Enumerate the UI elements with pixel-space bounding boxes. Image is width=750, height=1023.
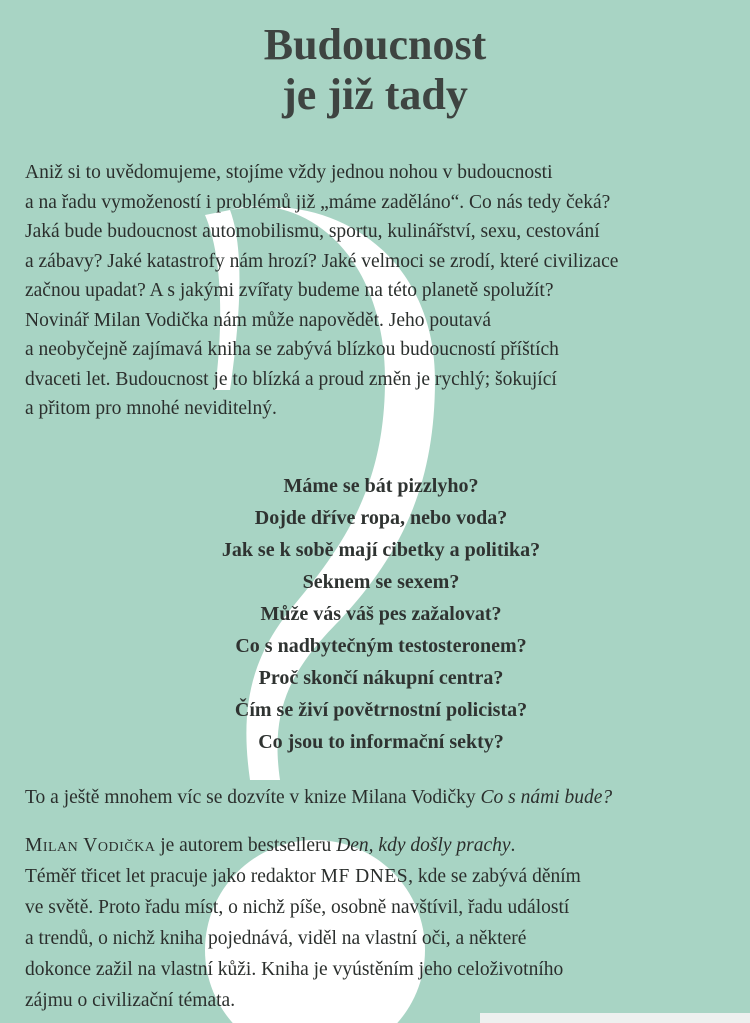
question-list xyxy=(0,470,750,758)
intro-line: a přitom pro mnohé neviditelný. xyxy=(25,398,277,419)
question-item: Může vás váš pes zažalovat? xyxy=(260,603,502,625)
question-item: Co s nadbytečným testosteronem? xyxy=(235,635,527,657)
question-item: Seknem se sexem? xyxy=(302,571,460,593)
question-item: Co jsou to informační sekty? xyxy=(258,731,504,753)
intro-line: dvaceti let. Budoucnost je to blízká a proud změn je rychlý; šokující xyxy=(25,368,557,390)
question-item: Máme se bát pizzlyho? xyxy=(283,475,479,497)
intro-line: Aniž si to uvědomujeme, stojíme vždy jednou nohou v budoucnosti xyxy=(25,162,553,183)
intro-line: a zábavy? Jaké katastrofy nám hrozí? Jaké velmoci se zrodí, které civilizace xyxy=(25,250,619,272)
title-line-1: Budoucnost xyxy=(263,20,487,69)
question-item: Proč skončí nákupní centra? xyxy=(258,667,504,689)
newspaper-name: MF DNES xyxy=(320,866,409,887)
question-item: Dojde dříve ropa, nebo voda? xyxy=(254,507,508,529)
page-edge-strip xyxy=(480,1013,750,1023)
author-bio-text: , kde se zabývá děním xyxy=(408,866,581,887)
intro-line: začnou upadat? A s jakými zvířaty budeme na této planetě spolužít? xyxy=(25,280,554,301)
author-bio-text: Téměř třicet let pracuje jako redaktor xyxy=(25,866,321,887)
author-bio-line xyxy=(25,861,740,892)
author-bio-line: dokonce zažil na vlastní kůži. Kniha je vyústěním jeho celoživotního xyxy=(25,959,564,980)
intro-line: a neobyčejně zajímavá kniha se zabývá blízkou budoucností příštích xyxy=(25,339,559,360)
question-item: Jak se k sobě mají cibetky a politika? xyxy=(221,539,541,561)
book-title: Co s námi bude? xyxy=(480,787,613,808)
bestseller-title: Den, kdy došly prachy xyxy=(336,835,511,856)
intro-line: Jaká bude budoucnost automobilismu, sportu, kulinářství, sexu, cestování xyxy=(25,221,600,242)
author-bio-line xyxy=(25,830,740,861)
question-item: Čím se živí povětrnostní policista? xyxy=(234,699,528,721)
intro-paragraph xyxy=(25,158,740,424)
closing-text: To a ještě mnohem víc se dozvíte v knize Milana Vodičky xyxy=(25,787,481,808)
author-bio-line: zájmu o civilizační témata. xyxy=(25,990,236,1011)
page-title xyxy=(0,20,750,120)
author-bio-line: a trendů, o nichž kniha pojednává, viděl na vlastní oči, a některé xyxy=(25,928,527,949)
intro-line: a na řadu vymožeností i problémů již „máme zaděláno“. Co nás tedy čeká? xyxy=(25,191,611,213)
author-bio xyxy=(25,830,740,1016)
author-name: Milan Vodička xyxy=(25,835,156,856)
author-bio-text: je autorem bestselleru xyxy=(155,835,337,856)
author-bio-text: . xyxy=(510,835,516,856)
title-line-2: je již tady xyxy=(282,70,468,119)
intro-line: Novinář Milan Vodička nám může napovědět. Jeho poutavá xyxy=(25,309,492,331)
closing-sentence xyxy=(25,784,745,812)
author-bio-line: ve světě. Proto řadu míst, o nichž píše, osobně navštívil, řadu událostí xyxy=(25,897,570,918)
